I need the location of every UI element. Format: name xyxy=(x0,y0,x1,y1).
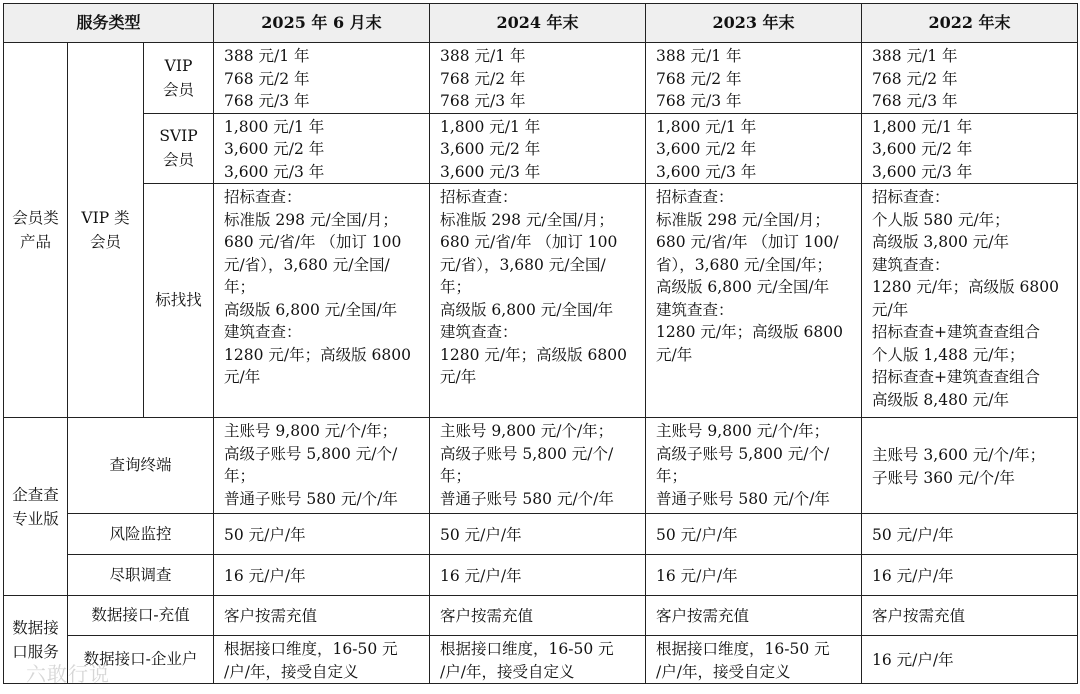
cell-biaozhaozhao-2022: 招标查查： 个人版 580 元/年； 高级版 3,800 元/年 建筑查查： 1280 元/年；高级版 6800 元/年 招标查查+建筑查查组合 个人版 1,488 元/年； 招标查查+建筑查查组合 高级版 8,480 元/年 xyxy=(862,184,1078,418)
table-row-api-enterprise xyxy=(4,636,1078,684)
row-label-vip: VIP 会员 xyxy=(144,43,214,114)
cell-query-terminal-2023: 主账号 9,800 元/个/年； 高级子账号 5,800 元/个/ 年； 普通子账号 580 元/个/年 xyxy=(646,418,862,514)
cell-query-terminal-2025h1: 主账号 9,800 元/个/年； 高级子账号 5,800 元/个/ 年； 普通子账号 580 元/个/年 xyxy=(214,418,430,514)
cell-due-diligence-2022: 16 元/户/年 xyxy=(862,555,1078,596)
watermark: 六敢行说 xyxy=(26,662,110,686)
cell-api-enterprise-2024: 根据接口维度，16-50 元 /户/年，接受自定义 xyxy=(430,636,646,684)
cell-due-diligence-2023: 16 元/户/年 xyxy=(646,555,862,596)
row-label-biaozhaozhao: 标找找 xyxy=(144,184,214,418)
cell-api-enterprise-2023: 根据接口维度，16-50 元 /户/年，接受自定义 xyxy=(646,636,862,684)
row-label-api-enterprise: 数据接口-企业户 xyxy=(68,636,214,684)
header-col-2023: 2023 年末 xyxy=(646,4,862,43)
cell-risk-monitor-2024: 50 元/户/年 xyxy=(430,514,646,555)
pricing-table xyxy=(3,3,1078,684)
header-col-2025h1: 2025 年 6 月末 xyxy=(214,4,430,43)
row-label-query-terminal: 查询终端 xyxy=(68,418,214,514)
table-row-risk-monitor xyxy=(4,514,1078,555)
cell-risk-monitor-2022: 50 元/户/年 xyxy=(862,514,1078,555)
row-label-svip: SVIP 会员 xyxy=(144,113,214,184)
table-row-svip xyxy=(4,113,1078,184)
header-row xyxy=(4,4,1078,43)
header-service-type: 服务类型 xyxy=(4,4,214,43)
cell-biaozhaozhao-2025h1: 招标查查： 标准版 298 元/全国/月； 680 元/省/年 （加订 100 元/省），3,680 元/全国/ 年； 高级版 6,800 元/全国/年 建筑查查： 1280 元/年；高级版 6800 元/年 xyxy=(214,184,430,418)
row-label-due-diligence: 尽职调查 xyxy=(68,555,214,596)
cell-svip-2022: 1,800 元/1 年 3,600 元/2 年 3,600 元/3 年 xyxy=(862,113,1078,184)
cell-api-recharge-2022: 客户按需充值 xyxy=(862,596,1078,636)
cell-query-terminal-2024: 主账号 9,800 元/个/年； 高级子账号 5,800 元/个/ 年； 普通子账号 580 元/个/年 xyxy=(430,418,646,514)
cell-biaozhaozhao-2023: 招标查查： 标准版 298 元/全国/月； 680 元/省/年 （加订 100/ 省），3,680 元/全国/年； 高级版 6,800 元/全国/年 建筑查查： 1280 元/年；高级版 6800 元/年 xyxy=(646,184,862,418)
cell-risk-monitor-2023: 50 元/户/年 xyxy=(646,514,862,555)
cell-risk-monitor-2025h1: 50 元/户/年 xyxy=(214,514,430,555)
row-label-risk-monitor: 风险监控 xyxy=(68,514,214,555)
cell-api-enterprise-2025h1: 根据接口维度，16-50 元 /户/年，接受自定义 xyxy=(214,636,430,684)
header-col-2024: 2024 年末 xyxy=(430,4,646,43)
group-vip-class-label: VIP 类会员 xyxy=(68,43,144,418)
table-row-biaozhaozhao xyxy=(4,184,1078,418)
row-label-api-recharge: 数据接口-充值 xyxy=(68,596,214,636)
cell-vip-2025h1: 388 元/1 年 768 元/2 年 768 元/3 年 xyxy=(214,43,430,114)
table-row-api-recharge xyxy=(4,596,1078,636)
cell-vip-2022: 388 元/1 年 768 元/2 年 768 元/3 年 xyxy=(862,43,1078,114)
cell-svip-2025h1: 1,800 元/1 年 3,600 元/2 年 3,600 元/3 年 xyxy=(214,113,430,184)
cell-svip-2023: 1,800 元/1 年 3,600 元/2 年 3,600 元/3 年 xyxy=(646,113,862,184)
cell-vip-2024: 388 元/1 年 768 元/2 年 768 元/3 年 xyxy=(430,43,646,114)
cell-vip-2023: 388 元/1 年 768 元/2 年 768 元/3 年 xyxy=(646,43,862,114)
cell-api-recharge-2025h1: 客户按需充值 xyxy=(214,596,430,636)
group-data-api-label: 数据接口服务 xyxy=(4,596,68,684)
cell-svip-2024: 1,800 元/1 年 3,600 元/2 年 3,600 元/3 年 xyxy=(430,113,646,184)
cell-query-terminal-2022: 主账号 3,600 元/个/年； 子账号 360 元/个/年 xyxy=(862,418,1078,514)
cell-api-enterprise-2022: 16 元/户/年 xyxy=(862,636,1078,684)
cell-due-diligence-2025h1: 16 元/户/年 xyxy=(214,555,430,596)
table-row-due-diligence xyxy=(4,555,1078,596)
cell-api-recharge-2023: 客户按需充值 xyxy=(646,596,862,636)
table-row-vip xyxy=(4,43,1078,114)
cell-api-recharge-2024: 客户按需充值 xyxy=(430,596,646,636)
table-row-query-terminal xyxy=(4,418,1078,514)
group-membership-label: 会员类产品 xyxy=(4,43,68,418)
group-qcc-pro-label: 企查查专业版 xyxy=(4,418,68,596)
cell-biaozhaozhao-2024: 招标查查： 标准版 298 元/全国/月； 680 元/省/年 （加订 100 元/省），3,680 元/全国/ 年； 高级版 6,800 元/全国/年 建筑查查： 1280 元/年；高级版 6800 元/年 xyxy=(430,184,646,418)
header-col-2022: 2022 年末 xyxy=(862,4,1078,43)
cell-due-diligence-2024: 16 元/户/年 xyxy=(430,555,646,596)
